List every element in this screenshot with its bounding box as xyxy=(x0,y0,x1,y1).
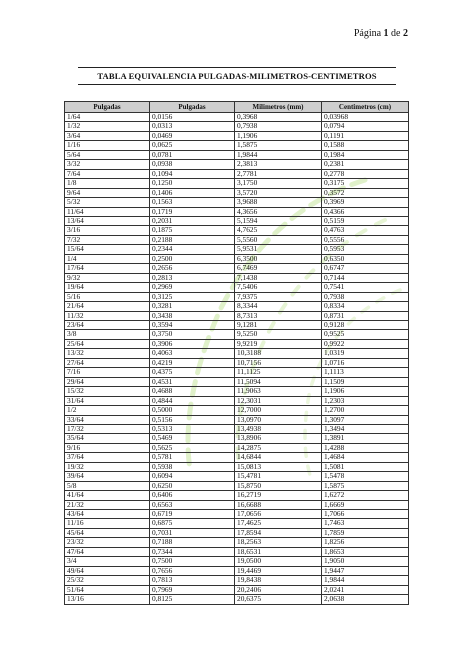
table-cell: 1,2303 xyxy=(322,396,409,405)
table-cell: 11/32 xyxy=(65,311,150,320)
table-cell: 1,2700 xyxy=(322,406,409,415)
table-cell: 29/64 xyxy=(65,377,150,386)
table-cell: 39/64 xyxy=(65,472,150,481)
table-cell: 0,5000 xyxy=(150,406,235,415)
table-cell: 11/64 xyxy=(65,207,150,216)
table-cell: 1,7463 xyxy=(322,519,409,528)
page-number xyxy=(354,28,408,39)
table-cell: 3/32 xyxy=(65,160,150,169)
table-cell: 7/64 xyxy=(65,169,150,178)
table-cell: 0,6406 xyxy=(150,491,235,500)
table-cell: 11,9063 xyxy=(235,387,322,396)
table-cell: 1,9844 xyxy=(322,576,409,585)
table-row xyxy=(65,330,409,339)
table-row xyxy=(65,547,409,556)
table-cell: 0,4688 xyxy=(150,387,235,396)
table-cell: 17,0656 xyxy=(235,510,322,519)
table-cell: 0,7813 xyxy=(150,576,235,585)
table-cell: 0,7031 xyxy=(150,528,235,537)
table-row xyxy=(65,160,409,169)
table-cell: 19/64 xyxy=(65,283,150,292)
table-cell: 0,5313 xyxy=(150,424,235,433)
table-cell: 1,1509 xyxy=(322,377,409,386)
table-cell: 5/64 xyxy=(65,150,150,159)
table-cell: 9,1281 xyxy=(235,320,322,329)
table-cell: 1/32 xyxy=(65,122,150,131)
conversion-table xyxy=(64,101,409,605)
page-current: 1 xyxy=(383,28,389,39)
table-cell: 7/16 xyxy=(65,368,150,377)
table-cell: 0,3175 xyxy=(322,179,409,188)
table-cell: 1,5081 xyxy=(322,462,409,471)
table-cell: 0,1191 xyxy=(322,131,409,140)
table-body xyxy=(65,113,409,605)
table-cell: 13,8906 xyxy=(235,434,322,443)
table-row xyxy=(65,349,409,358)
table-row xyxy=(65,169,409,178)
table-cell: 10,3188 xyxy=(235,349,322,358)
table-cell: 12,7000 xyxy=(235,406,322,415)
table-cell: 43/64 xyxy=(65,510,150,519)
table-cell: 13/64 xyxy=(65,216,150,225)
table-cell: 0,7500 xyxy=(150,557,235,566)
table-cell: 14,6844 xyxy=(235,453,322,462)
table-row xyxy=(65,198,409,207)
table-cell: 0,3572 xyxy=(322,188,409,197)
table-cell: 3/4 xyxy=(65,557,150,566)
table-cell: 0,3438 xyxy=(150,311,235,320)
table-cell: 0,3281 xyxy=(150,302,235,311)
table-cell: 0,4219 xyxy=(150,358,235,367)
table-row xyxy=(65,339,409,348)
table-cell: 15/64 xyxy=(65,245,150,254)
table-cell: 0,2381 xyxy=(322,160,409,169)
table-cell: 13,4938 xyxy=(235,424,322,433)
table-cell: 1,5875 xyxy=(322,481,409,490)
column-header: Milimetros (mm) xyxy=(235,102,322,113)
table-cell: 1,7066 xyxy=(322,510,409,519)
table-cell: 0,2656 xyxy=(150,264,235,273)
table-cell: 3/8 xyxy=(65,330,150,339)
table-cell: 0,5159 xyxy=(322,216,409,225)
table-cell: 1,4288 xyxy=(322,443,409,452)
table-row xyxy=(65,273,409,282)
table-row xyxy=(65,453,409,462)
table-cell: 0,5469 xyxy=(150,434,235,443)
table-cell: 0,3969 xyxy=(322,198,409,207)
table-cell: 1,6272 xyxy=(322,491,409,500)
table-cell: 0,4531 xyxy=(150,377,235,386)
table-cell: 1,9050 xyxy=(322,557,409,566)
table-row xyxy=(65,368,409,377)
table-cell: 0,5625 xyxy=(150,443,235,452)
table-row xyxy=(65,188,409,197)
table-cell: 0,4063 xyxy=(150,349,235,358)
table-cell: 0,7541 xyxy=(322,283,409,292)
table-cell: 0,8731 xyxy=(322,311,409,320)
table-cell: 1/8 xyxy=(65,179,150,188)
table-cell: 0,3968 xyxy=(235,113,322,122)
table-row xyxy=(65,576,409,585)
table-cell: 9/64 xyxy=(65,188,150,197)
table-cell: 9/16 xyxy=(65,443,150,452)
table-cell: 11/16 xyxy=(65,519,150,528)
table-cell: 12,3031 xyxy=(235,396,322,405)
table-cell: 0,0625 xyxy=(150,141,235,150)
table-cell: 1,0716 xyxy=(322,358,409,367)
table-cell: 19/32 xyxy=(65,462,150,471)
page-label: Página xyxy=(353,28,382,39)
table-cell: 20,2406 xyxy=(235,585,322,594)
table-cell: 21/64 xyxy=(65,302,150,311)
table-cell: 0,0781 xyxy=(150,150,235,159)
table-cell: 0,1719 xyxy=(150,207,235,216)
table-cell: 31/64 xyxy=(65,396,150,405)
table-row xyxy=(65,264,409,273)
table-cell: 1/64 xyxy=(65,113,150,122)
table-cell: 5,9531 xyxy=(235,245,322,254)
table-row xyxy=(65,150,409,159)
table-cell: 0,7144 xyxy=(322,273,409,282)
table-row xyxy=(65,443,409,452)
table-cell: 5,5560 xyxy=(235,235,322,244)
table-cell: 9/32 xyxy=(65,273,150,282)
column-header: Pulgadas xyxy=(65,102,150,113)
table-cell: 0,7969 xyxy=(150,585,235,594)
table-cell: 1,3097 xyxy=(322,415,409,424)
table-row xyxy=(65,462,409,471)
table-row xyxy=(65,254,409,263)
table-cell: 0,7656 xyxy=(150,566,235,575)
table-cell: 11,5094 xyxy=(235,377,322,386)
table-row xyxy=(65,141,409,150)
table-cell: 1,3494 xyxy=(322,424,409,433)
column-header: Centimetros (cm) xyxy=(322,102,409,113)
table-cell: 0,0469 xyxy=(150,131,235,140)
table-cell: 6,3500 xyxy=(235,254,322,263)
table-cell: 15,4781 xyxy=(235,472,322,481)
table-cell: 7,5406 xyxy=(235,283,322,292)
table-cell: 0,1250 xyxy=(150,179,235,188)
table-cell: 2,0241 xyxy=(322,585,409,594)
table-cell: 5/8 xyxy=(65,481,150,490)
table-row xyxy=(65,131,409,140)
table-cell: 0,5781 xyxy=(150,453,235,462)
table-cell: 27/64 xyxy=(65,358,150,367)
table-cell: 0,2778 xyxy=(322,169,409,178)
table-row xyxy=(65,235,409,244)
table-row xyxy=(65,207,409,216)
table-header-row xyxy=(65,102,409,113)
table-cell: 1,8653 xyxy=(322,547,409,556)
table-cell: 11,1125 xyxy=(235,368,322,377)
table-cell: 8,7313 xyxy=(235,311,322,320)
table-cell: 2,0638 xyxy=(322,595,409,604)
table-cell: 7,1438 xyxy=(235,273,322,282)
table-cell: 0,8334 xyxy=(322,302,409,311)
table-cell: 0,3750 xyxy=(150,330,235,339)
table-row xyxy=(65,406,409,415)
table-cell: 1,4684 xyxy=(322,453,409,462)
table-cell: 33/64 xyxy=(65,415,150,424)
table-cell: 15,8750 xyxy=(235,481,322,490)
table-cell: 0,4375 xyxy=(150,368,235,377)
table-cell: 35/64 xyxy=(65,434,150,443)
table-row xyxy=(65,434,409,443)
table-cell: 0,2344 xyxy=(150,245,235,254)
table-cell: 1,9844 xyxy=(235,150,322,159)
table-cell: 1,0319 xyxy=(322,349,409,358)
table-cell: 37/64 xyxy=(65,453,150,462)
table-cell: 17,4625 xyxy=(235,519,322,528)
table-cell: 7/32 xyxy=(65,235,150,244)
table-cell: 1,3891 xyxy=(322,434,409,443)
table-cell: 19,8438 xyxy=(235,576,322,585)
table-row xyxy=(65,179,409,188)
table-cell: 8,3344 xyxy=(235,302,322,311)
table-row xyxy=(65,283,409,292)
table-row xyxy=(65,538,409,547)
table-cell: 25/32 xyxy=(65,576,150,585)
table-row xyxy=(65,113,409,122)
table-cell: 47/64 xyxy=(65,547,150,556)
conversion-table-container xyxy=(64,101,408,605)
table-cell: 5/16 xyxy=(65,292,150,301)
table-cell: 17/32 xyxy=(65,424,150,433)
table-row xyxy=(65,292,409,301)
table-cell: 7,9375 xyxy=(235,292,322,301)
table-cell: 6,7469 xyxy=(235,264,322,273)
table-cell: 1/4 xyxy=(65,254,150,263)
table-cell: 25/64 xyxy=(65,339,150,348)
table-row xyxy=(65,519,409,528)
table-cell: 0,2031 xyxy=(150,216,235,225)
table-cell: 0,1406 xyxy=(150,188,235,197)
table-cell: 0,5556 xyxy=(322,235,409,244)
table-cell: 1,1906 xyxy=(235,131,322,140)
table-cell: 1,5478 xyxy=(322,472,409,481)
table-cell: 0,1984 xyxy=(322,150,409,159)
table-row xyxy=(65,424,409,433)
table-row xyxy=(65,415,409,424)
table-row xyxy=(65,472,409,481)
table-cell: 23/64 xyxy=(65,320,150,329)
table-row xyxy=(65,358,409,367)
table-cell: 10,7156 xyxy=(235,358,322,367)
table-cell: 2,3813 xyxy=(235,160,322,169)
table-row xyxy=(65,387,409,396)
table-cell: 0,7188 xyxy=(150,538,235,547)
table-cell: 45/64 xyxy=(65,528,150,537)
table-cell: 15/32 xyxy=(65,387,150,396)
table-cell: 0,7938 xyxy=(322,292,409,301)
table-cell: 3,1750 xyxy=(235,179,322,188)
table-cell: 1,5875 xyxy=(235,141,322,150)
table-cell: 1,9447 xyxy=(322,566,409,575)
table-cell: 4,3656 xyxy=(235,207,322,216)
table-cell: 0,3125 xyxy=(150,292,235,301)
table-cell: 0,0938 xyxy=(150,160,235,169)
table-cell: 0,1094 xyxy=(150,169,235,178)
table-cell: 0,3906 xyxy=(150,339,235,348)
table-row xyxy=(65,311,409,320)
table-cell: 0,8125 xyxy=(150,595,235,604)
table-cell: 0,2500 xyxy=(150,254,235,263)
table-cell: 0,4366 xyxy=(322,207,409,216)
table-cell: 0,6350 xyxy=(322,254,409,263)
table-cell: 17,8594 xyxy=(235,528,322,537)
table-cell: 1,7859 xyxy=(322,528,409,537)
page-total: 2 xyxy=(403,28,408,39)
document-title: TABLA EQUIVALENCIA PULGADAS-MILIMETROS-CENTIMETROS xyxy=(78,67,396,85)
table-cell: 0,03968 xyxy=(322,113,409,122)
column-header: Pulgadas xyxy=(150,102,235,113)
table-cell: 0,2188 xyxy=(150,235,235,244)
table-cell: 0,6747 xyxy=(322,264,409,273)
table-cell: 21/32 xyxy=(65,500,150,509)
table-row xyxy=(65,585,409,594)
table-cell: 0,1563 xyxy=(150,198,235,207)
table-row xyxy=(65,226,409,235)
table-cell: 0,4844 xyxy=(150,396,235,405)
table-cell: 17/64 xyxy=(65,264,150,273)
table-row xyxy=(65,245,409,254)
table-cell: 0,1875 xyxy=(150,226,235,235)
table-row xyxy=(65,122,409,131)
table-cell: 0,3594 xyxy=(150,320,235,329)
table-cell: 0,6719 xyxy=(150,510,235,519)
table-cell: 0,9922 xyxy=(322,339,409,348)
table-cell: 0,5156 xyxy=(150,415,235,424)
table-row xyxy=(65,491,409,500)
table-cell: 1,1906 xyxy=(322,387,409,396)
table-row xyxy=(65,510,409,519)
table-cell: 0,7938 xyxy=(235,122,322,131)
table-cell: 9,9219 xyxy=(235,339,322,348)
table-row xyxy=(65,528,409,537)
table-cell: 5/32 xyxy=(65,198,150,207)
table-row xyxy=(65,320,409,329)
table-cell: 13/16 xyxy=(65,595,150,604)
table-row xyxy=(65,216,409,225)
table-cell: 0,6250 xyxy=(150,481,235,490)
table-cell: 3/64 xyxy=(65,131,150,140)
table-cell: 19,4469 xyxy=(235,566,322,575)
table-cell: 20,6375 xyxy=(235,595,322,604)
table-cell: 16,6688 xyxy=(235,500,322,509)
table-row xyxy=(65,302,409,311)
table-cell: 18,2563 xyxy=(235,538,322,547)
table-cell: 14,2875 xyxy=(235,443,322,452)
table-cell: 0,4763 xyxy=(322,226,409,235)
table-row xyxy=(65,595,409,604)
table-cell: 0,6094 xyxy=(150,472,235,481)
table-cell: 1,6669 xyxy=(322,500,409,509)
table-row xyxy=(65,557,409,566)
table-cell: 49/64 xyxy=(65,566,150,575)
table-cell: 2,7781 xyxy=(235,169,322,178)
table-row xyxy=(65,396,409,405)
table-cell: 0,5953 xyxy=(322,245,409,254)
table-cell: 15,0813 xyxy=(235,462,322,471)
table-cell: 0,0313 xyxy=(150,122,235,131)
table-cell: 1/16 xyxy=(65,141,150,150)
table-row xyxy=(65,481,409,490)
table-cell: 0,2969 xyxy=(150,283,235,292)
table-cell: 0,9525 xyxy=(322,330,409,339)
table-cell: 19,0500 xyxy=(235,557,322,566)
table-cell: 1,8256 xyxy=(322,538,409,547)
table-cell: 16,2719 xyxy=(235,491,322,500)
table-cell: 0,0156 xyxy=(150,113,235,122)
table-cell: 0,7344 xyxy=(150,547,235,556)
table-cell: 0,6563 xyxy=(150,500,235,509)
table-cell: 13/32 xyxy=(65,349,150,358)
table-cell: 4,7625 xyxy=(235,226,322,235)
page-of: de xyxy=(391,28,401,39)
table-cell: 5,1594 xyxy=(235,216,322,225)
table-cell: 1,1113 xyxy=(322,368,409,377)
table-row xyxy=(65,566,409,575)
table-row xyxy=(65,377,409,386)
table-cell: 0,2813 xyxy=(150,273,235,282)
table-cell: 1/2 xyxy=(65,406,150,415)
table-cell: 23/32 xyxy=(65,538,150,547)
table-cell: 3,5720 xyxy=(235,188,322,197)
table-cell: 0,5938 xyxy=(150,462,235,471)
table-cell: 13,0970 xyxy=(235,415,322,424)
table-cell: 0,0794 xyxy=(322,122,409,131)
table-cell: 3,9688 xyxy=(235,198,322,207)
table-row xyxy=(65,500,409,509)
table-cell: 41/64 xyxy=(65,491,150,500)
table-cell: 3/16 xyxy=(65,226,150,235)
table-cell: 18,6531 xyxy=(235,547,322,556)
table-cell: 51/64 xyxy=(65,585,150,594)
table-cell: 0,9128 xyxy=(322,320,409,329)
table-cell: 0,1588 xyxy=(322,141,409,150)
table-cell: 9,5250 xyxy=(235,330,322,339)
table-cell: 0,6875 xyxy=(150,519,235,528)
